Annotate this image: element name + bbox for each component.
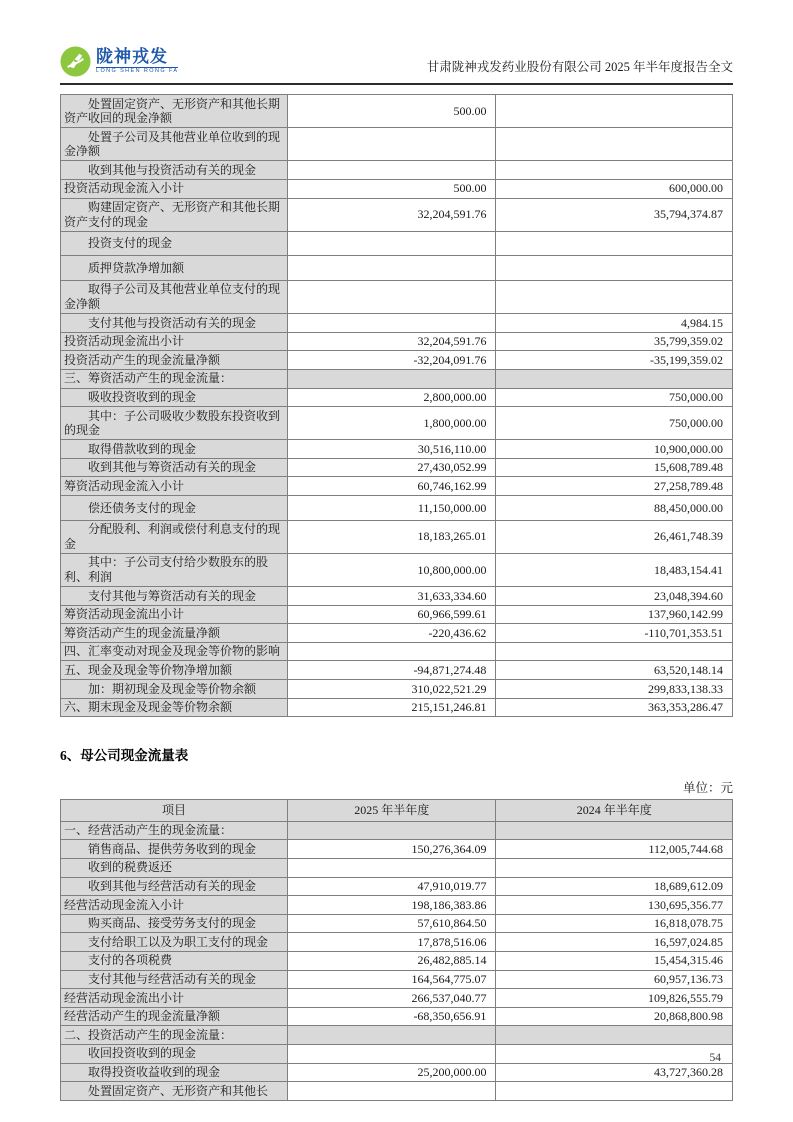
item-label-cell: 处置固定资产、无形资产和其他长期资产收回的现金净额 [61, 95, 288, 128]
value-cell-2025 [288, 369, 496, 388]
table-row [61, 989, 733, 1008]
parent-cash-flow-table [60, 799, 733, 1101]
table-row [61, 642, 733, 661]
item-label-cell: 加：期初现金及现金等价物余额 [61, 680, 288, 699]
table-row [61, 914, 733, 933]
value-cell-2024: 600,000.00 [496, 179, 733, 198]
table-row [61, 496, 733, 521]
section-row [61, 1026, 733, 1045]
value-cell-2024: 130,695,356.77 [496, 896, 733, 915]
value-cell-2025 [288, 256, 496, 281]
table-row [61, 933, 733, 952]
value-cell-2025: 32,204,591.76 [288, 332, 496, 351]
table-row [61, 1007, 733, 1026]
value-cell-2024 [496, 642, 733, 661]
value-cell-2025: 215,151,246.81 [288, 698, 496, 717]
value-cell-2024: 16,818,078.75 [496, 914, 733, 933]
table-row [61, 951, 733, 970]
item-label-cell: 投资活动现金流出小计 [61, 332, 288, 351]
item-label-cell: 投资支付的现金 [61, 231, 288, 256]
value-cell-2024: 112,005,744.68 [496, 840, 733, 859]
value-cell-2025: 25,200,000.00 [288, 1063, 496, 1082]
item-label-cell: 收回投资收到的现金 [61, 1044, 288, 1063]
page-header [60, 46, 733, 85]
value-cell-2025: 310,022,521.29 [288, 680, 496, 699]
value-cell-2025: 57,610,864.50 [288, 914, 496, 933]
table-row [61, 520, 733, 553]
item-label-cell: 支付其他与经营活动有关的现金 [61, 970, 288, 989]
item-label-cell: 分配股利、利润或偿付利息支付的现金 [61, 520, 288, 553]
value-cell-2025 [288, 231, 496, 256]
item-label-cell: 经营活动现金流出小计 [61, 989, 288, 1008]
item-label-cell: 吸收投资收到的现金 [61, 388, 288, 407]
item-label-cell: 二、投资活动产生的现金流量： [61, 1026, 288, 1045]
item-label-cell: 偿还债务支付的现金 [61, 496, 288, 521]
section-row [61, 821, 733, 840]
table-row [61, 840, 733, 859]
item-label-cell: 经营活动现金流入小计 [61, 896, 288, 915]
table-row [61, 458, 733, 477]
item-label-cell: 收到其他与筹资活动有关的现金 [61, 458, 288, 477]
value-cell-2024: 15,454,315.46 [496, 951, 733, 970]
value-cell-2024: 750,000.00 [496, 407, 733, 440]
item-label-cell: 收到的税费返还 [61, 858, 288, 877]
item-label-cell: 收到其他与经营活动有关的现金 [61, 877, 288, 896]
table-row [61, 553, 733, 586]
value-cell-2024: 23,048,394.60 [496, 587, 733, 606]
value-cell-2024 [496, 280, 733, 313]
value-cell-2024: 26,461,748.39 [496, 520, 733, 553]
company-logo [60, 46, 178, 77]
value-cell-2025 [288, 821, 496, 840]
value-cell-2024: 137,960,142.99 [496, 605, 733, 624]
table-row [61, 332, 733, 351]
value-cell-2025: 266,537,040.77 [288, 989, 496, 1008]
value-cell-2025: -220,436.62 [288, 624, 496, 643]
table-header-row [61, 800, 733, 822]
value-cell-2025: 1,800,000.00 [288, 407, 496, 440]
item-label-cell: 销售商品、提供劳务收到的现金 [61, 840, 288, 859]
unit-label: 单位：元 [682, 781, 733, 796]
table-row [61, 231, 733, 256]
value-cell-2024: 18,483,154.41 [496, 553, 733, 586]
table-row [61, 624, 733, 643]
value-cell-2024: 27,258,789.48 [496, 477, 733, 496]
value-cell-2024: 20,868,800.98 [496, 1007, 733, 1026]
table-row [61, 95, 733, 128]
cash-flow-table-continued [60, 94, 733, 717]
item-label-cell: 支付的各项税费 [61, 951, 288, 970]
item-label-cell: 经营活动产生的现金流量净额 [61, 1007, 288, 1026]
value-cell-2024: 60,957,136.73 [496, 970, 733, 989]
table-row [61, 1063, 733, 1082]
logo-name-cn: 陇神戎发 [96, 47, 168, 67]
table-row [61, 587, 733, 606]
value-cell-2025: 150,276,364.09 [288, 840, 496, 859]
value-cell-2024: 18,689,612.09 [496, 877, 733, 896]
value-cell-2025 [288, 314, 496, 333]
table-row [61, 858, 733, 877]
item-label-cell: 筹资活动产生的现金流量净额 [61, 624, 288, 643]
item-label-cell: 质押贷款净增加额 [61, 256, 288, 281]
value-cell-2025 [288, 1044, 496, 1063]
value-cell-2024: 35,799,359.02 [496, 332, 733, 351]
column-header-2025: 2025 年半年度 [288, 800, 496, 822]
item-label-cell: 处置固定资产、无形资产和其他长 [61, 1082, 288, 1101]
item-label-cell: 购买商品、接受劳务支付的现金 [61, 914, 288, 933]
value-cell-2024 [496, 161, 733, 180]
value-cell-2025: 60,966,599.61 [288, 605, 496, 624]
value-cell-2024 [496, 128, 733, 161]
section-heading: 6、母公司现金流量表 [60, 748, 189, 764]
item-label-cell: 六、期末现金及现金等价物余额 [61, 698, 288, 717]
table-row [61, 179, 733, 198]
table-row [61, 698, 733, 717]
item-label-cell: 投资活动现金流入小计 [61, 179, 288, 198]
table-row [61, 896, 733, 915]
value-cell-2025 [288, 1082, 496, 1101]
item-label-cell: 一、经营活动产生的现金流量： [61, 821, 288, 840]
table-row [61, 440, 733, 459]
value-cell-2024: 43,727,360.28 [496, 1063, 733, 1082]
section-row [61, 369, 733, 388]
item-label-cell: 取得投资收益收到的现金 [61, 1063, 288, 1082]
table-row [61, 256, 733, 281]
value-cell-2025: 31,633,334.60 [288, 587, 496, 606]
value-cell-2024: 363,353,286.47 [496, 698, 733, 717]
table-row [61, 877, 733, 896]
value-cell-2025: 198,186,383.86 [288, 896, 496, 915]
page-number: 54 [709, 1052, 721, 1064]
value-cell-2025: 47,910,019.77 [288, 877, 496, 896]
report-title: 甘肃陇神戎发药业股份有限公司 2025 年半年度报告全文 [426, 60, 733, 74]
item-label-cell: 四、汇率变动对现金及现金等价物的影响 [61, 642, 288, 661]
value-cell-2024: 10,900,000.00 [496, 440, 733, 459]
value-cell-2024: 4,984.15 [496, 314, 733, 333]
item-label-cell: 其中：子公司吸收少数股东投资收到的现金 [61, 407, 288, 440]
value-cell-2024: 15,608,789.48 [496, 458, 733, 477]
value-cell-2025: 26,482,885.14 [288, 951, 496, 970]
value-cell-2024: 35,794,374.87 [496, 198, 733, 231]
item-label-cell: 收到其他与投资活动有关的现金 [61, 161, 288, 180]
value-cell-2024: 299,833,138.33 [496, 680, 733, 699]
value-cell-2025: 32,204,591.76 [288, 198, 496, 231]
item-label-cell: 取得借款收到的现金 [61, 440, 288, 459]
item-label-cell: 筹资活动现金流入小计 [61, 477, 288, 496]
value-cell-2024: 63,520,148.14 [496, 661, 733, 680]
value-cell-2025: 164,564,775.07 [288, 970, 496, 989]
logo-name-en: LONG SHEN RONG FA [96, 68, 179, 75]
value-cell-2024 [496, 1026, 733, 1045]
value-cell-2025 [288, 1026, 496, 1045]
value-cell-2024 [496, 231, 733, 256]
value-cell-2025: 2,800,000.00 [288, 388, 496, 407]
value-cell-2024 [496, 821, 733, 840]
table-row [61, 280, 733, 313]
value-cell-2025: 17,878,516.06 [288, 933, 496, 952]
table-row [61, 477, 733, 496]
value-cell-2025: 11,150,000.00 [288, 496, 496, 521]
table-row [61, 128, 733, 161]
value-cell-2024 [496, 1082, 733, 1101]
table-row [61, 198, 733, 231]
value-cell-2025: -94,871,274.48 [288, 661, 496, 680]
value-cell-2024: 88,450,000.00 [496, 496, 733, 521]
item-label-cell: 三、筹资活动产生的现金流量： [61, 369, 288, 388]
table-row [61, 605, 733, 624]
table-row [61, 314, 733, 333]
table-row [61, 1044, 733, 1063]
item-label-cell: 支付其他与筹资活动有关的现金 [61, 587, 288, 606]
value-cell-2024: -35,199,359.02 [496, 351, 733, 370]
value-cell-2024: 16,597,024.85 [496, 933, 733, 952]
value-cell-2025: 18,183,265.01 [288, 520, 496, 553]
value-cell-2025: 27,430,052.99 [288, 458, 496, 477]
table-row [61, 161, 733, 180]
value-cell-2025 [288, 128, 496, 161]
value-cell-2025: -68,350,656.91 [288, 1007, 496, 1026]
value-cell-2025: -32,204,091.76 [288, 351, 496, 370]
value-cell-2025: 30,516,110.00 [288, 440, 496, 459]
value-cell-2024 [496, 858, 733, 877]
value-cell-2024 [496, 95, 733, 128]
value-cell-2025: 500.00 [288, 95, 496, 128]
table-row [61, 388, 733, 407]
table-row [61, 661, 733, 680]
item-label-cell: 支付其他与投资活动有关的现金 [61, 314, 288, 333]
value-cell-2024 [496, 256, 733, 281]
value-cell-2024: 109,826,555.79 [496, 989, 733, 1008]
value-cell-2024: 750,000.00 [496, 388, 733, 407]
value-cell-2025: 500.00 [288, 179, 496, 198]
item-label-cell: 投资活动产生的现金流量净额 [61, 351, 288, 370]
value-cell-2025 [288, 858, 496, 877]
item-label-cell: 筹资活动现金流出小计 [61, 605, 288, 624]
value-cell-2025 [288, 280, 496, 313]
table-row [61, 407, 733, 440]
table-row [61, 351, 733, 370]
item-label-cell: 五、现金及现金等价物净增加额 [61, 661, 288, 680]
column-header-2024: 2024 年半年度 [496, 800, 733, 822]
table-row [61, 680, 733, 699]
item-label-cell: 购建固定资产、无形资产和其他长期资产支付的现金 [61, 198, 288, 231]
value-cell-2025 [288, 161, 496, 180]
item-label-cell: 其中：子公司支付给少数股东的股利、利润 [61, 553, 288, 586]
logo-icon [60, 46, 91, 77]
value-cell-2025: 10,800,000.00 [288, 553, 496, 586]
value-cell-2024 [496, 369, 733, 388]
item-label-cell: 支付给职工以及为职工支付的现金 [61, 933, 288, 952]
column-header-item: 项目 [61, 800, 288, 822]
item-label-cell: 取得子公司及其他营业单位支付的现金净额 [61, 280, 288, 313]
value-cell-2024: -110,701,353.51 [496, 624, 733, 643]
value-cell-2025 [288, 642, 496, 661]
value-cell-2024 [496, 1044, 733, 1063]
value-cell-2025: 60,746,162.99 [288, 477, 496, 496]
table-row [61, 1082, 733, 1101]
item-label-cell: 处置子公司及其他营业单位收到的现金净额 [61, 128, 288, 161]
logo-text [96, 48, 178, 75]
table-row [61, 970, 733, 989]
